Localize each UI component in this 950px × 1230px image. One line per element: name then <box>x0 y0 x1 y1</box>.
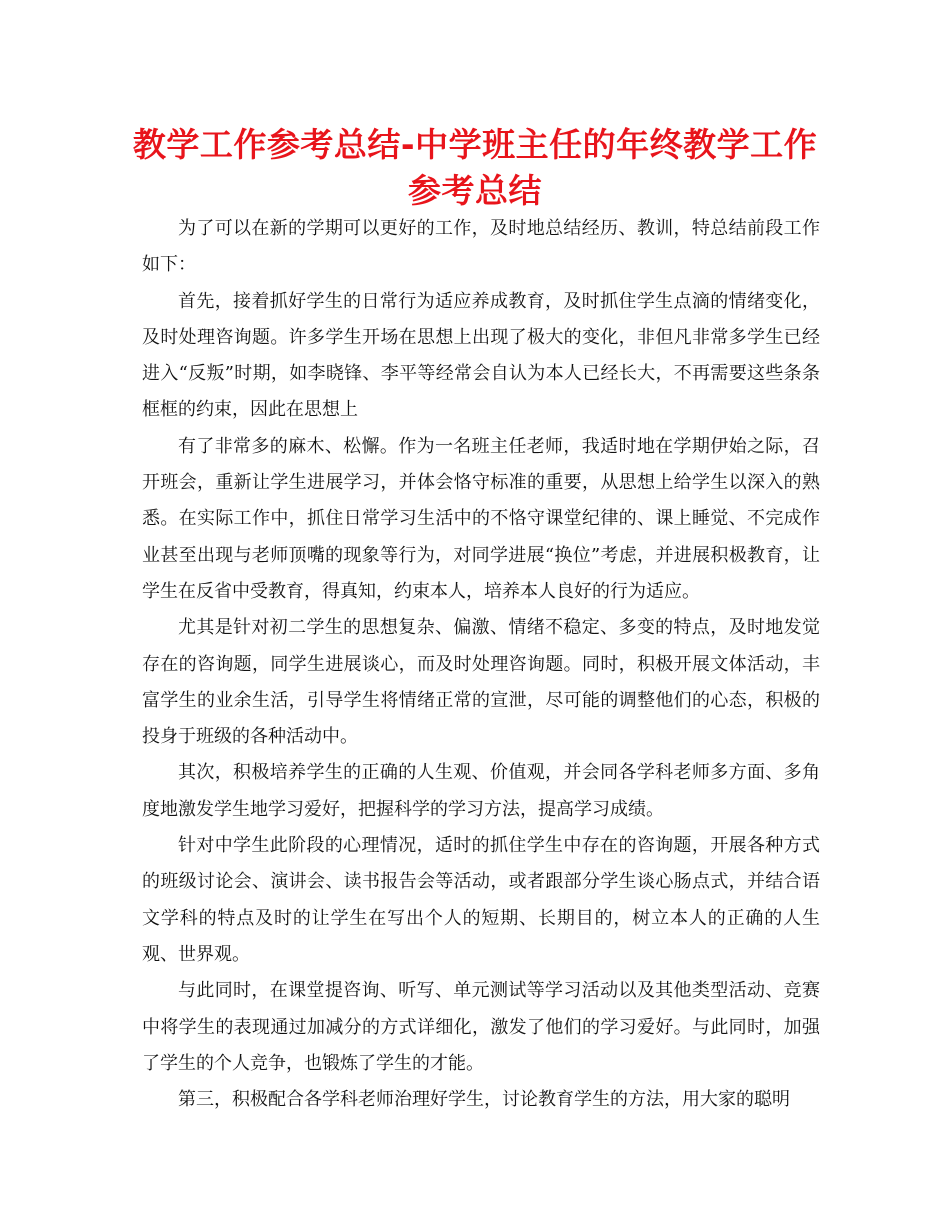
document-body <box>142 211 820 1118</box>
paragraph: 尤其是针对初二学生的思想复杂、偏激、情绪不稳定、多变的特点，及时地发觉存在的咨询题，同学生进展谈心，而及时处理咨询题。同时，积极开展文体活动，丰富学生的业余生活，引导学生将情绪正常的宣泄，尽可能的调整他们的心态，积极的投身于班级的各种活动中。 <box>142 617 820 748</box>
paragraph: 第三，积极配合各学科老师治理好学生，讨论教育学生的方法，用大家的聪明 <box>178 1089 790 1111</box>
paragraph: 为了可以在新的学期可以更好的工作，及时地总结经历、教训，特总结前段工作如下： <box>142 218 820 276</box>
paragraph: 针对中学生此阶段的心理情况，适时的抓住学生中存在的咨询题，开展各种方式的班级讨论会、演讲会、读书报告会等活动，或者跟部分学生谈心肠点式，并结合语文学科的特点及时的让学生在写出个人的短期、长期目的，树立本人的正确的人生观、世界观。 <box>142 835 820 965</box>
paragraph: 其次，积极培养学生的正确的人生观、价值观，并会同各学科老师多方面、多角度地激发学生地学习爱好，把握科学的学习方法，提高学习成绩。 <box>142 762 820 820</box>
paragraph: 与此同时，在课堂提咨询、听写、单元测试等学习活动以及其他类型活动、竞赛中将学生的表现通过加减分的方式详细化，激发了他们的学习爱好。与此同时，加强了学生的个人竞争，也锻炼了学生的才能。 <box>142 980 820 1074</box>
paragraph: 首先，接着抓好学生的日常行为适应养成教育，及时抓住学生点滴的情绪变化，及时处理咨询题。许多学生开场在思想上出现了极大的变化，非但凡非常多学生已经进入“反叛”时期，如李晓锋、李平等经常会自认为本人已经长大，不再需要这些条条框框的约束，因此在思想上 <box>142 290 820 421</box>
document-title: 教学工作参考总结-中学班主任的年终教学工作参考总结 <box>132 125 818 210</box>
paragraph: 有了非常多的麻木、松懈。作为一名班主任老师，我适时地在学期伊始之际，召开班会，重新让学生进展学习，并体会恪守标准的重要，从思想上给学生以深入的熟悉。在实际工作中，抓住日常学习生活中的不恪守课堂纪律的、课上睡觉、不完成作业甚至出现与老师顶嘴的现象等行为，对同学进展“换位”考虑，并进展积极教育，让学生在反省中受教育，得真知，约束本人，培养本人良好的行为适应。 <box>142 435 820 602</box>
